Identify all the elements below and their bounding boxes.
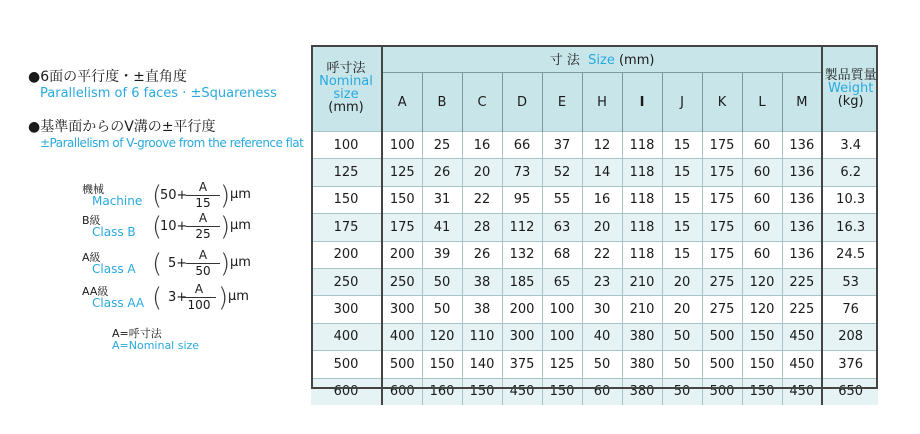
column-header: E — [542, 73, 582, 132]
table-row — [311, 186, 878, 213]
dimension-cell: 175 — [702, 214, 742, 241]
parallelism-en: Parallelism of 6 faces · ±Squareness — [40, 86, 277, 101]
dimension-cell: 38 — [462, 268, 502, 295]
dimension-cell: 175 — [702, 159, 742, 186]
dimension-cell: 500 — [382, 351, 422, 378]
nominal-cell: 300 — [311, 296, 382, 323]
parallelism-jp: ●6面の平行度・±直角度 — [28, 69, 187, 85]
dimension-cell: 50 — [422, 268, 462, 295]
dimension-cell: 15 — [662, 132, 702, 159]
dimension-cell: 300 — [382, 296, 422, 323]
dimension-cell: 23 — [582, 268, 622, 295]
size-header: 寸 法 Size (mm) — [382, 45, 822, 73]
dimension-cell: 380 — [622, 378, 662, 405]
dimension-cell: 66 — [502, 132, 542, 159]
size-table — [311, 45, 878, 400]
nominal-cell: 125 — [311, 159, 382, 186]
dimension-cell: 250 — [382, 268, 422, 295]
table-row — [311, 351, 878, 378]
dimension-cell: 30 — [582, 296, 622, 323]
dimension-cell: 26 — [422, 159, 462, 186]
dimension-cell: 73 — [502, 159, 542, 186]
dimension-cell: 22 — [462, 186, 502, 213]
dimension-cell: 175 — [702, 241, 742, 268]
dimension-cell: 40 — [582, 323, 622, 350]
open-paren: ( — [152, 283, 163, 313]
dimension-cell: 118 — [622, 132, 662, 159]
close-paren: ) — [220, 181, 231, 211]
dimension-cell: 15 — [662, 241, 702, 268]
nominal-cell: 100 — [311, 132, 382, 159]
dimension-cell: 380 — [622, 323, 662, 350]
dimension-cell: 136 — [782, 214, 822, 241]
dimension-cell: 118 — [622, 186, 662, 213]
dimension-cell: 400 — [382, 323, 422, 350]
dimension-cell: 125 — [382, 159, 422, 186]
table-row — [311, 296, 878, 323]
column-header: L — [742, 73, 782, 132]
formula-base: 3+ — [168, 290, 188, 305]
weight-cell: 3.4 — [822, 132, 878, 159]
open-paren: ( — [152, 249, 163, 279]
dimension-cell: 500 — [702, 323, 742, 350]
dimension-cell: 50 — [662, 378, 702, 405]
dimension-cell: 375 — [502, 351, 542, 378]
dimension-cell: 52 — [542, 159, 582, 186]
tolerance-formula — [82, 212, 302, 240]
dimension-cell: 20 — [462, 159, 502, 186]
dimension-cell: 500 — [702, 351, 742, 378]
formula-unit: μm — [228, 289, 249, 304]
dimension-cell: 15 — [662, 214, 702, 241]
formula-base: 50+ — [160, 188, 188, 203]
dimension-cell: 160 — [422, 378, 462, 405]
dimension-cell: 175 — [702, 186, 742, 213]
grade-en: Class A — [92, 262, 136, 276]
dimension-cell: 136 — [782, 159, 822, 186]
dimension-cell: 300 — [502, 323, 542, 350]
dimension-cell: 225 — [782, 268, 822, 295]
dimension-cell: 12 — [582, 132, 622, 159]
dimension-cell: 28 — [462, 214, 502, 241]
dimension-cell: 200 — [502, 296, 542, 323]
dimension-cell: 275 — [702, 268, 742, 295]
footnote-en: A=Nominal size — [112, 339, 200, 352]
weight-cell: 6.2 — [822, 159, 878, 186]
table-row — [311, 323, 878, 350]
vgroove-jp: ●基準面からのV溝の±平行度 — [28, 119, 216, 135]
dimension-cell: 50 — [582, 351, 622, 378]
column-header: B — [422, 73, 462, 132]
column-header: H — [582, 73, 622, 132]
table-row — [311, 214, 878, 241]
weight-cell: 208 — [822, 323, 878, 350]
nominal-cell: 200 — [311, 241, 382, 268]
dimension-cell: 38 — [462, 296, 502, 323]
dimension-cell: 210 — [622, 268, 662, 295]
formula-fraction: A 15 — [186, 181, 220, 210]
dimension-cell: 120 — [422, 323, 462, 350]
dimension-cell: 60 — [742, 186, 782, 213]
formula-base: 5+ — [168, 256, 188, 271]
column-header: I — [622, 73, 662, 132]
dimension-cell: 150 — [742, 378, 782, 405]
weight-header: 製品質量 Weight (kg) — [822, 45, 878, 132]
nominal-cell: 400 — [311, 323, 382, 350]
dimension-cell: 185 — [502, 268, 542, 295]
formula-fraction: A 50 — [186, 249, 220, 278]
tolerance-formula — [82, 181, 302, 209]
weight-cell: 10.3 — [822, 186, 878, 213]
grade-jp: 機械 — [82, 183, 104, 196]
formula-unit: μm — [230, 187, 251, 202]
dimension-cell: 150 — [382, 186, 422, 213]
dimension-cell: 500 — [702, 378, 742, 405]
dimension-cell: 120 — [742, 268, 782, 295]
dimension-cell: 112 — [502, 214, 542, 241]
dimension-cell: 15 — [662, 159, 702, 186]
vgroove-en: ±Parallelism of V-groove from the reference flat — [40, 136, 304, 150]
dimension-cell: 50 — [662, 351, 702, 378]
formula-unit: μm — [230, 218, 251, 233]
dimension-cell: 20 — [662, 296, 702, 323]
grade-en: Class B — [92, 225, 136, 239]
dimension-cell: 22 — [582, 241, 622, 268]
dimension-cell: 275 — [702, 296, 742, 323]
dimension-cell: 140 — [462, 351, 502, 378]
dimension-cell: 225 — [782, 296, 822, 323]
dimension-cell: 60 — [582, 378, 622, 405]
nominal-cell: 150 — [311, 186, 382, 213]
dimension-cell: 136 — [782, 186, 822, 213]
dimension-cell: 450 — [782, 323, 822, 350]
dimension-cell: 450 — [782, 378, 822, 405]
dimension-cell: 16 — [462, 132, 502, 159]
open-paren: ( — [152, 212, 163, 242]
dimension-cell: 100 — [542, 296, 582, 323]
tolerance-formula — [82, 283, 302, 311]
dimension-cell: 25 — [422, 132, 462, 159]
close-paren: ) — [220, 212, 231, 242]
dimension-cell: 110 — [462, 323, 502, 350]
dimension-cell: 150 — [742, 323, 782, 350]
weight-cell: 76 — [822, 296, 878, 323]
column-header: M — [782, 73, 822, 132]
weight-cell: 24.5 — [822, 241, 878, 268]
dimension-cell: 150 — [742, 351, 782, 378]
nominal-cell: 175 — [311, 214, 382, 241]
formula-base: 10+ — [160, 219, 188, 234]
dimension-cell: 450 — [782, 351, 822, 378]
dimension-cell: 50 — [422, 296, 462, 323]
dimension-cell: 60 — [742, 214, 782, 241]
open-paren: ( — [152, 181, 163, 211]
table-row — [311, 132, 878, 159]
dimension-cell: 37 — [542, 132, 582, 159]
nominal-cell: 250 — [311, 268, 382, 295]
dimension-cell: 60 — [742, 241, 782, 268]
table-row — [311, 241, 878, 268]
dimension-cell: 95 — [502, 186, 542, 213]
dimension-cell: 175 — [702, 132, 742, 159]
formula-fraction: A 100 — [182, 283, 216, 312]
dimension-cell: 118 — [622, 159, 662, 186]
column-header: C — [462, 73, 502, 132]
dimension-cell: 120 — [742, 296, 782, 323]
dimension-cell: 600 — [382, 378, 422, 405]
dimension-cell: 210 — [622, 296, 662, 323]
dimension-cell: 150 — [422, 351, 462, 378]
dimension-cell: 100 — [382, 132, 422, 159]
dimension-cell: 41 — [422, 214, 462, 241]
dimension-cell: 14 — [582, 159, 622, 186]
dimension-cell: 20 — [662, 268, 702, 295]
dimension-cell: 150 — [462, 378, 502, 405]
close-paren: ) — [218, 283, 229, 313]
dimension-cell: 150 — [542, 378, 582, 405]
footnote-jp: A=呼寸法 — [112, 327, 162, 340]
grade-jp: AA級 — [82, 285, 109, 298]
dimension-cell: 136 — [782, 241, 822, 268]
weight-cell: 16.3 — [822, 214, 878, 241]
dimension-cell: 50 — [662, 323, 702, 350]
dimension-cell: 60 — [742, 132, 782, 159]
dimension-cell: 100 — [542, 323, 582, 350]
dimension-cell: 380 — [622, 351, 662, 378]
dimension-cell: 118 — [622, 214, 662, 241]
notes-panel — [0, 0, 305, 434]
dimension-cell: 31 — [422, 186, 462, 213]
dimension-cell: 68 — [542, 241, 582, 268]
dimension-cell: 55 — [542, 186, 582, 213]
dimension-cell: 20 — [582, 214, 622, 241]
dimension-cell: 118 — [622, 241, 662, 268]
dimension-cell: 26 — [462, 241, 502, 268]
dimension-cell: 63 — [542, 214, 582, 241]
dimension-cell: 16 — [582, 186, 622, 213]
weight-cell: 376 — [822, 351, 878, 378]
dimension-cell: 65 — [542, 268, 582, 295]
column-header: K — [702, 73, 742, 132]
dimension-cell: 136 — [782, 132, 822, 159]
grade-en: Machine — [92, 194, 143, 208]
dimension-cell: 60 — [742, 159, 782, 186]
grade-en: Class AA — [92, 296, 145, 310]
formula-fraction: A 25 — [186, 212, 220, 241]
weight-cell: 53 — [822, 268, 878, 295]
dimension-cell: 15 — [662, 186, 702, 213]
dimension-cell: 125 — [542, 351, 582, 378]
dimension-cell: 175 — [382, 214, 422, 241]
grade-jp: B級 — [82, 214, 101, 227]
dimension-cell: 39 — [422, 241, 462, 268]
formula-unit: μm — [230, 255, 251, 270]
table-row — [311, 268, 878, 295]
column-header: J — [662, 73, 702, 132]
column-header: A — [382, 73, 422, 132]
dimension-cell: 132 — [502, 241, 542, 268]
weight-cell: 650 — [822, 378, 878, 405]
table-row — [311, 159, 878, 186]
dimension-cell: 200 — [382, 241, 422, 268]
tolerance-formula — [82, 249, 302, 277]
nominal-cell: 600 — [311, 378, 382, 405]
column-header: D — [502, 73, 542, 132]
nominal-header: 呼寸法 Nominal size (mm) — [311, 45, 382, 132]
dimension-cell: 450 — [502, 378, 542, 405]
table-row — [311, 378, 878, 405]
grade-jp: A級 — [82, 251, 101, 264]
nominal-cell: 500 — [311, 351, 382, 378]
close-paren: ) — [220, 249, 231, 279]
